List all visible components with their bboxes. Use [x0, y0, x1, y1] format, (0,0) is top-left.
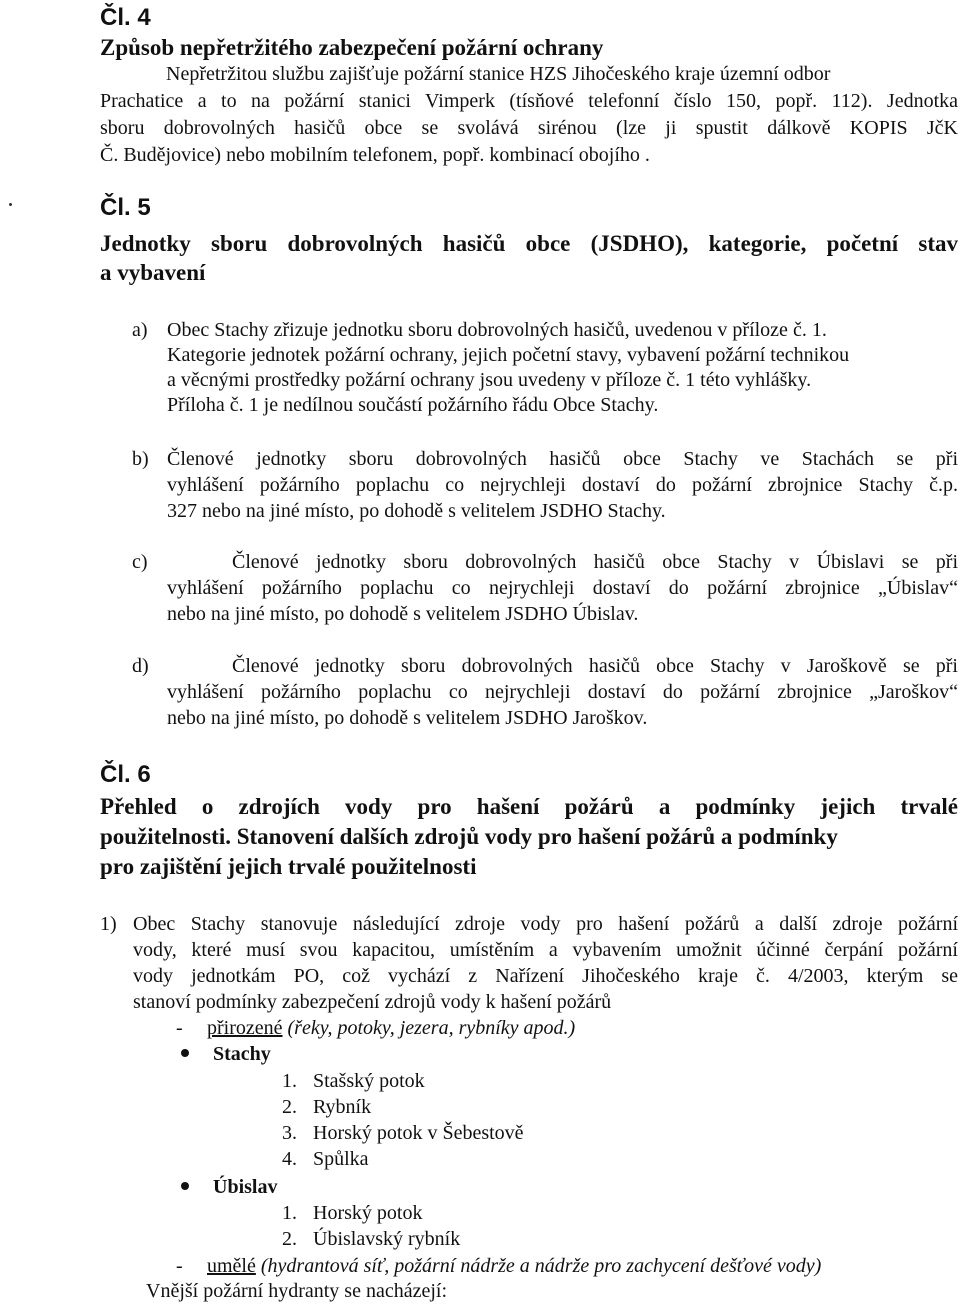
location-stachy: Stachy [213, 1043, 271, 1065]
list-marker-1: 1) [100, 913, 117, 935]
article-5-title-line-1: Jednotky sboru dobrovolných hasičů obce (JSDHO), kategorie, početní stav [100, 231, 958, 256]
ubislav-source-1: Horský potok [313, 1202, 423, 1224]
item-c-line-1: Členové jednotky sboru dobrovolných hasičů obce Stachy v Úbislavi se při [232, 551, 958, 573]
item-b-line-1: Členové jednotky sboru dobrovolných hasičů obce Stachy ve Stachách se při [167, 448, 958, 470]
artificial-sources-line [207, 1253, 821, 1279]
stachy-num-2: 2. [282, 1096, 297, 1118]
item-1-line-3: vody jednotkám PO, což vychází z Nařízení Jihočeského kraje č. 4/2003, kterým se [133, 965, 958, 987]
item-1-line-1: Obec Stachy stanovuje následující zdroje vody pro hašení požárů a další zdroje požární [133, 913, 958, 935]
item-d-line-1: Členové jednotky sboru dobrovolných hasičů obce Stachy v Jaroškově se při [232, 655, 958, 677]
item-b-line-2: vyhlášení požárního poplachu co nejrychleji dostaví do požární zbrojnice Stachy č.p. [167, 474, 958, 496]
article-6-number: Čl. 6 [100, 761, 151, 788]
article-4-line-3: sboru dobrovolných hasičů obce se svolává sirénou (lze ji spustit dálkově KOPIS JčK [100, 117, 958, 139]
article-5-title-line-2: a vybavení [100, 260, 206, 285]
item-a-line-2: Kategorie jednotek požární ochrany, jejich početní stavy, vybavení požární technikou [167, 344, 850, 366]
item-a-line-3: a věcnými prostředky požární ochrany jsou uvedeny v příloze č. 1 této vyhlášky. [167, 369, 812, 391]
stachy-num-3: 3. [282, 1122, 297, 1144]
scan-speck [9, 203, 12, 206]
ubislav-num-1: 1. [282, 1202, 297, 1224]
artificial-dash: - [176, 1255, 183, 1277]
ubislav-source-2: Úbislavský rybník [313, 1228, 461, 1250]
bullet-icon [181, 1182, 189, 1190]
stachy-num-1: 1. [282, 1070, 297, 1092]
item-d-line-2: vyhlášení požárního poplachu co nejrychleji dostaví do požární zbrojnice „Jaroškov“ [167, 681, 958, 703]
artificial-note: (hydrantová síť, požární nádrže a nádrže pro zachycení dešťové vody) [260, 1255, 822, 1277]
hydrants-line: Vnější požární hydranty se nacházejí: [146, 1280, 447, 1302]
article-6-title-line-2: použitelnosti. Stanovení dalších zdrojů vody pro hašení požárů a podmínky [100, 824, 838, 849]
natural-note: (řeky, potoky, jezera, rybníky apod.) [287, 1017, 576, 1039]
item-1-line-2: vody, které musí svou kapacitou, umístěním a vybavením umožnit účinné čerpání požární [133, 939, 958, 961]
item-d-line-3: nebo na jiné místo, po dohodě s velitelem JSDHO Jaroškov. [167, 707, 648, 729]
list-marker-c: c) [132, 551, 148, 573]
item-b-line-3: 327 nebo na jiné místo, po dohodě s velitelem JSDHO Stachy. [167, 500, 666, 522]
article-4-line-4: Č. Budějovice) nebo mobilním telefonem, popř. kombinací obojího . [100, 144, 650, 166]
item-a-line-4: Příloha č. 1 je nedílnou součástí požárního řádu Obce Stachy. [167, 394, 659, 416]
list-marker-d: d) [132, 655, 149, 677]
item-c-line-3: nebo na jiné místo, po dohodě s velitelem JSDHO Úbislav. [167, 603, 639, 625]
article-6-title-line-1: Přehled o zdrojích vody pro hašení požárů a podmínky jejich trvalé [100, 794, 958, 819]
stachy-source-3: Horský potok v Šebestově [313, 1122, 524, 1144]
article-4-number: Čl. 4 [100, 4, 151, 31]
article-6-title-line-3: pro zajištění jejich trvalé použitelnosti [100, 854, 477, 879]
stachy-source-1: Stašský potok [313, 1070, 425, 1092]
stachy-source-4: Spůlka [313, 1148, 369, 1170]
list-marker-b: b) [132, 448, 149, 470]
stachy-source-2: Rybník [313, 1096, 372, 1118]
artificial-label: umělé [207, 1255, 256, 1277]
article-4-line-2: Prachatice a to na požární stanici Vimperk (tísňové telefonní číslo 150, popř. 112). Jednotka [100, 90, 958, 112]
natural-label: přirozené [207, 1017, 283, 1039]
natural-dash: - [176, 1017, 183, 1039]
stachy-num-4: 4. [282, 1148, 297, 1170]
ubislav-num-2: 2. [282, 1228, 297, 1250]
article-4-line-1: Nepřetržitou službu zajišťuje požární stanice HZS Jihočeského kraje územní odbor [166, 63, 831, 85]
article-4-title: Způsob nepřetržitého zabezpečení požární ochrany [100, 35, 604, 60]
article-5-number: Čl. 5 [100, 194, 151, 221]
item-c-line-2: vyhlášení požárního poplachu co nejrychleji dostaví do požární zbrojnice „Úbislav“ [167, 577, 958, 599]
item-1-line-4: stanoví podmínky zabezpečení zdrojů vody k hašení požárů [133, 991, 612, 1013]
item-a-line-1: Obec Stachy zřizuje jednotku sboru dobrovolných hasičů, uvedenou v příloze č. 1. [167, 319, 827, 341]
bullet-icon [181, 1049, 189, 1057]
natural-sources-line [207, 1015, 575, 1041]
location-ubislav: Úbislav [213, 1176, 278, 1198]
list-marker-a: a) [132, 319, 148, 341]
